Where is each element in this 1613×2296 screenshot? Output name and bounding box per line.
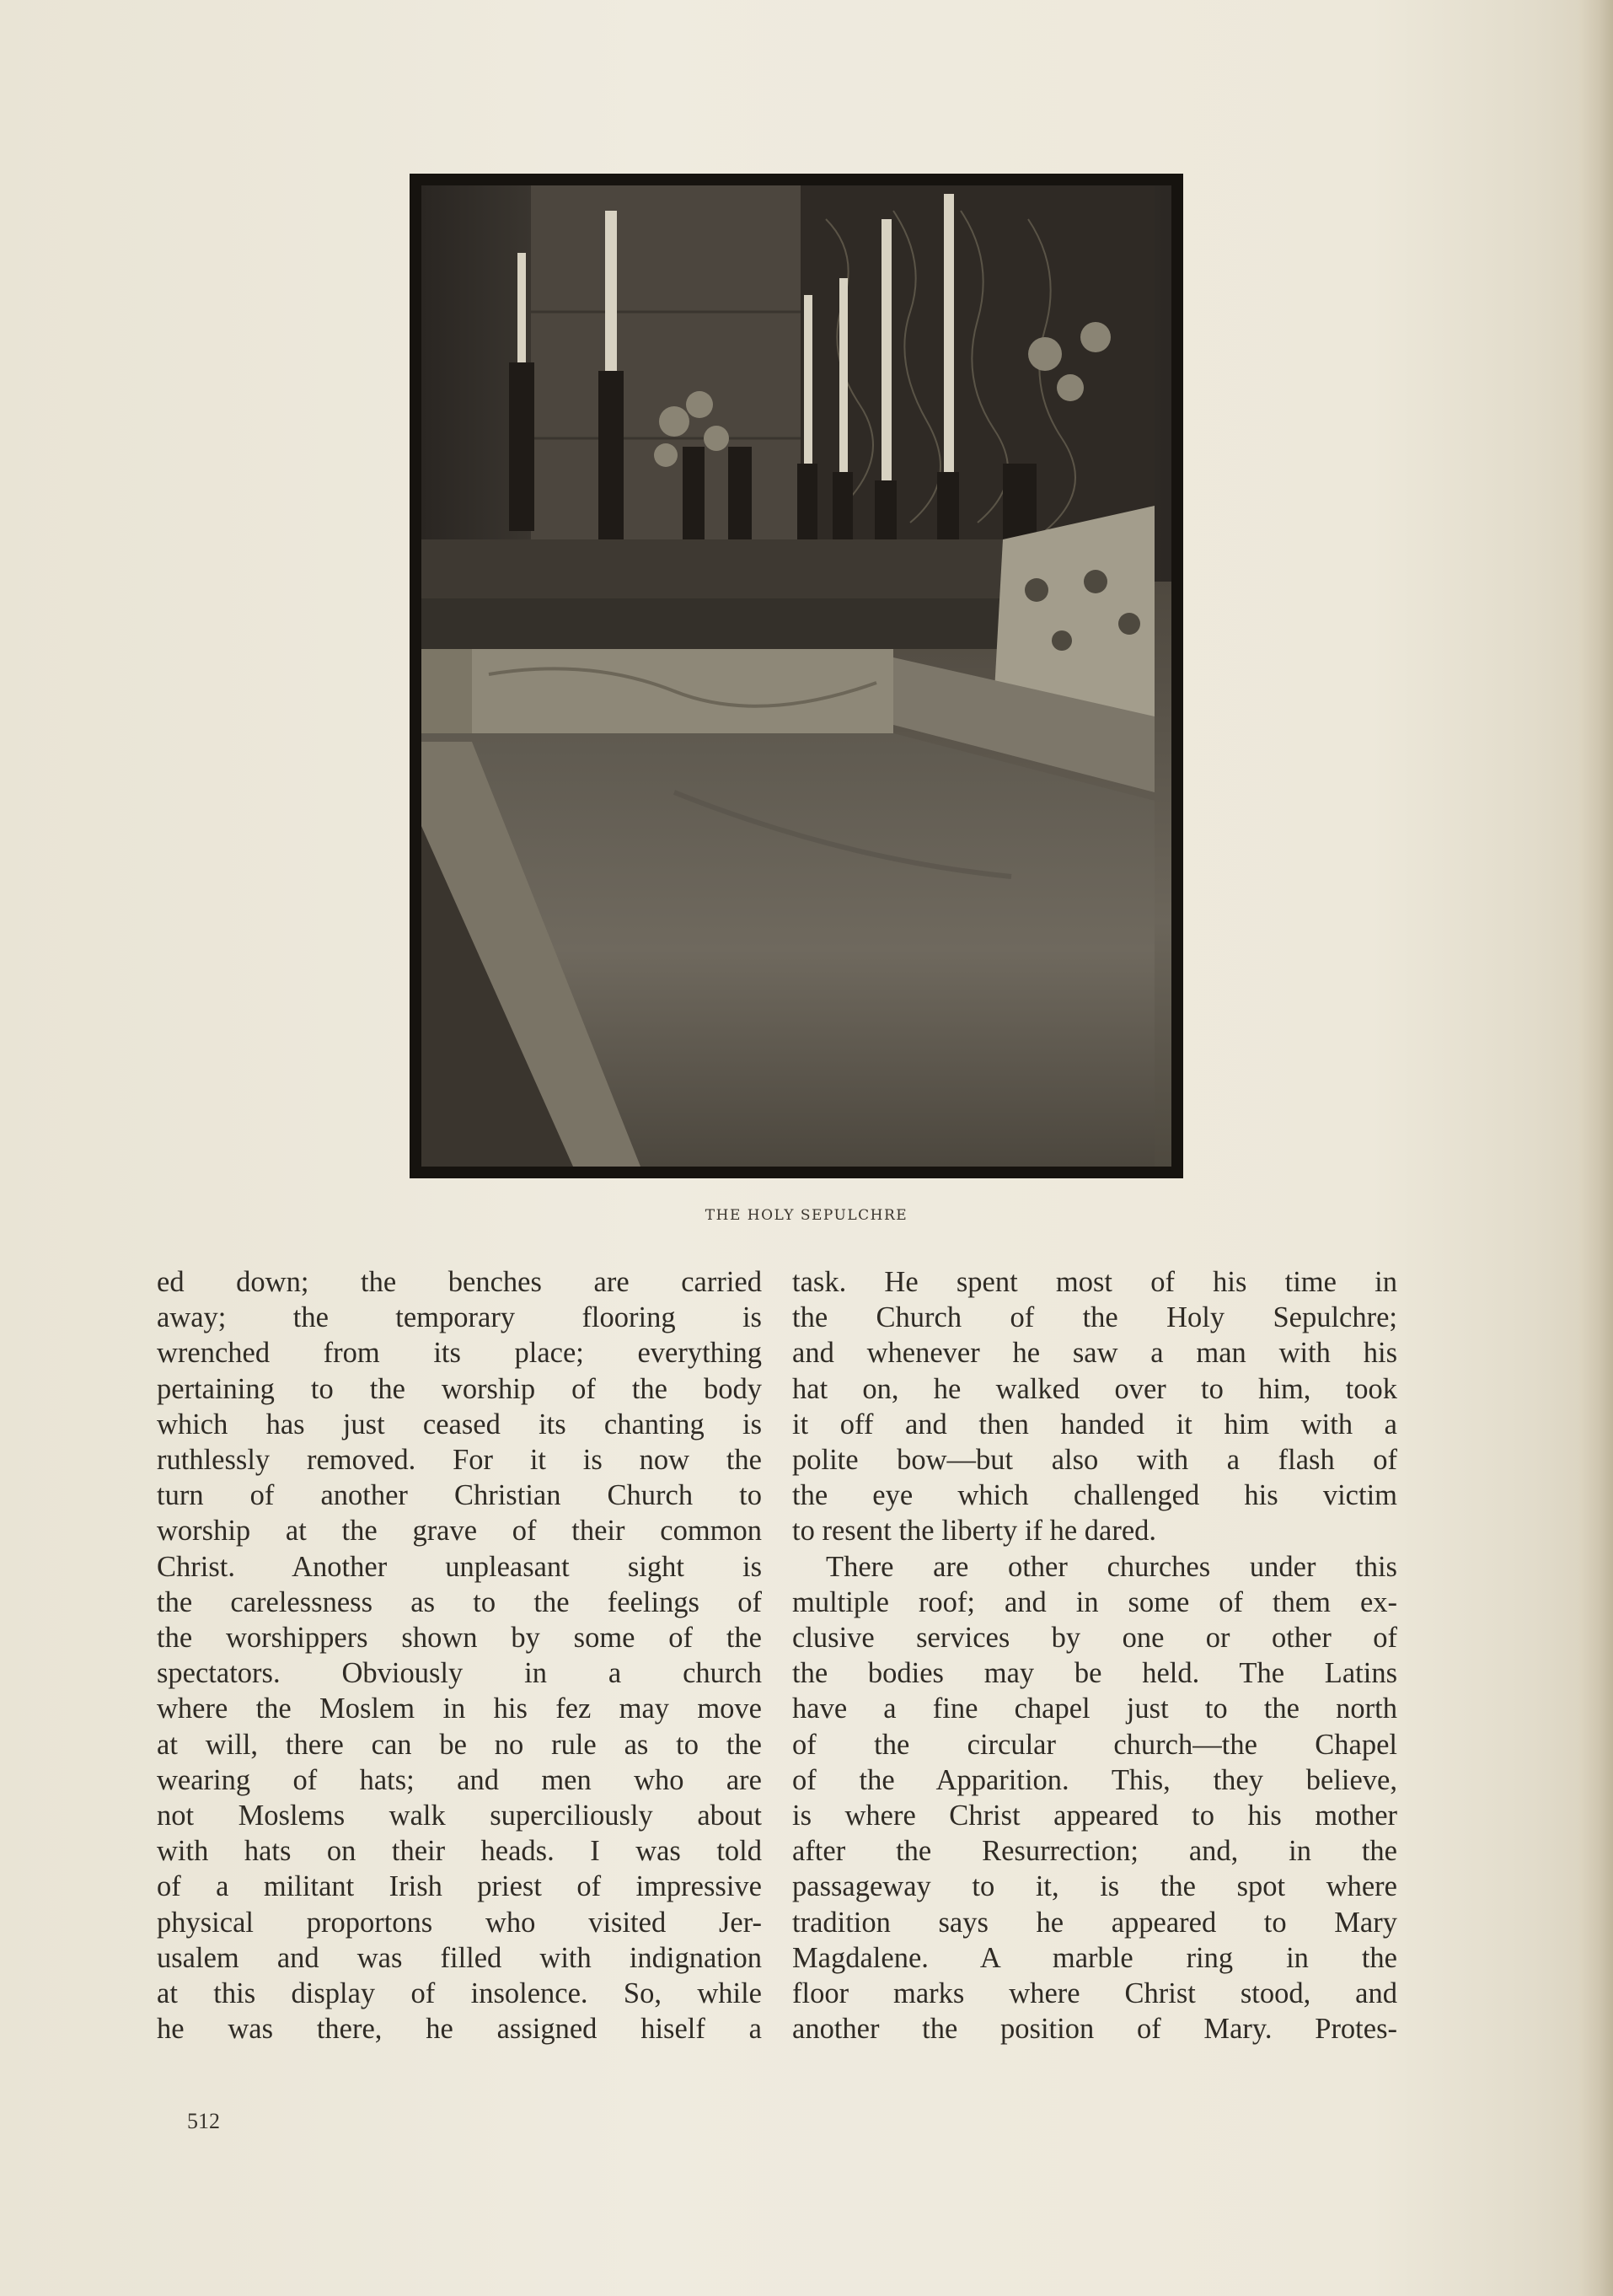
- text-line: the bodies may be held. The Latins: [792, 1657, 1397, 1690]
- text-line: floor marks where Christ stood, and: [792, 1977, 1397, 2010]
- text-line: ruthlessly removed. For it is now the: [157, 1444, 762, 1477]
- text-line: wrenched from its place; everything: [157, 1337, 762, 1370]
- text-line: Magdalene. A marble ring in the: [792, 1941, 1397, 1974]
- text-line: is where Christ appeared to his mother: [792, 1800, 1397, 1832]
- text-line: it off and then handed it him with a: [792, 1408, 1397, 1440]
- figure-caption: THE HOLY SEPULCHRE: [705, 1207, 908, 1224]
- text-line: the eye which challenged his victim: [792, 1479, 1397, 1512]
- text-line: pertaining to the worship of the body: [157, 1372, 762, 1405]
- text-line: passageway to it, is the spot where: [792, 1870, 1397, 1903]
- text-line: physical proportons who visited Jer-: [157, 1906, 762, 1939]
- left-column: [157, 1264, 762, 2047]
- text-line: which has just ceased its chanting is: [157, 1408, 762, 1440]
- text-line: of the Apparition. This, they believe,: [792, 1763, 1397, 1796]
- text-line: the carelessness as to the feelings of: [157, 1585, 762, 1618]
- text-line: spectators. Obviously in a church: [157, 1657, 762, 1690]
- text-line: of the circular church—the Chapel: [792, 1728, 1397, 1761]
- right-column: [792, 1264, 1397, 2047]
- text-line: tradition says he appeared to Mary: [792, 1906, 1397, 1939]
- text-line: at will, there can be no rule as to the: [157, 1728, 762, 1761]
- holy-sepulchre-photo: [421, 185, 1171, 1167]
- text-line: have a fine chapel just to the north: [792, 1692, 1397, 1725]
- text-line: polite bow—but also with a flash of: [792, 1444, 1397, 1477]
- text-line: multiple roof; and in some of them ex-: [792, 1585, 1397, 1618]
- text-line: turn of another Christian Church to: [157, 1479, 762, 1512]
- page-number: 512: [187, 2109, 220, 2133]
- text-line: to resent the liberty if he dared.: [792, 1515, 1157, 1548]
- text-line: after the Resurrection; and, in the: [792, 1835, 1397, 1868]
- text-line: the Church of the Holy Sepulchre;: [792, 1301, 1397, 1334]
- text-line: clusive services by one or other of: [792, 1622, 1397, 1655]
- text-line: not Moslems walk superciliously about: [157, 1800, 762, 1832]
- text-line: with hats on their heads. I was told: [157, 1835, 762, 1868]
- page-edge: [1579, 0, 1613, 2296]
- photo-illustration: [421, 185, 1171, 1167]
- text-line: the worshippers shown by some of the: [157, 1622, 762, 1655]
- photo-frame: [410, 174, 1183, 1178]
- text-line: ed down; the benches are carried: [157, 1266, 762, 1298]
- text-line: away; the temporary flooring is: [157, 1301, 762, 1334]
- text-line: wearing of hats; and men who are: [157, 1763, 762, 1796]
- text-line: usalem and was filled with indignation: [157, 1941, 762, 1974]
- text-line: There are other churches under this: [826, 1550, 1397, 1583]
- text-line: at this display of insolence. So, while: [157, 1977, 762, 2010]
- text-line: Christ. Another unpleasant sight is: [157, 1550, 762, 1583]
- text-line: task. He spent most of his time in: [792, 1266, 1397, 1298]
- text-line: another the position of Mary. Protes-: [792, 2013, 1397, 2046]
- text-line: he was there, he assigned hiself a: [157, 2013, 762, 2046]
- text-line: worship at the grave of their common: [157, 1515, 762, 1548]
- text-line: hat on, he walked over to him, took: [792, 1372, 1397, 1405]
- text-line: where the Moslem in his fez may move: [157, 1692, 762, 1725]
- text-line: and whenever he saw a man with his: [792, 1337, 1397, 1370]
- text-line: of a militant Irish priest of impressive: [157, 1870, 762, 1903]
